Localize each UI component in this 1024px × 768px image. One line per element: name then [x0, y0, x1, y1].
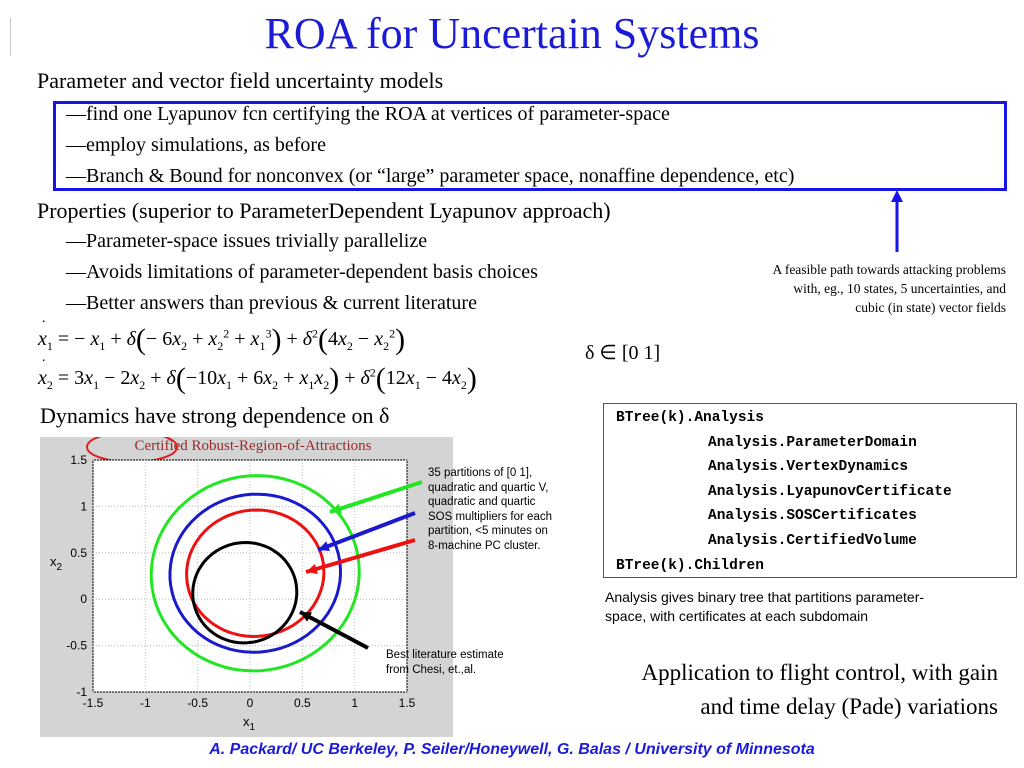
- y-axis-label: $x_2$: [50, 554, 63, 573]
- btree-line: Analysis.VertexDynamics: [708, 459, 909, 475]
- x-tick-label: -0.5: [187, 696, 209, 710]
- x-tick-label: -1.5: [82, 696, 104, 710]
- section2-bullet-3: —Better answers than previous & current literature: [66, 292, 477, 314]
- btree-line: Analysis.LyapunovCertificate: [708, 484, 952, 500]
- x-tick-label: -1: [139, 696, 151, 710]
- btree-line: BTree(k).Analysis: [616, 410, 764, 426]
- btree-line: Analysis.SOSCertificates: [708, 508, 917, 524]
- partition-annotation: 35 partitions of [0 1], quadratic and quartic V, quadratic and quartic SOS multipliers for each partition, <5 minutes on 8-machine PC cluster.: [428, 467, 552, 552]
- y-tick-label: 1.5: [70, 453, 87, 467]
- btree-line: Analysis.CertifiedVolume: [708, 533, 917, 549]
- btree-caption: Analysis gives binary tree that partitions parameter- space, with certificates at each subdomain: [605, 589, 925, 624]
- green-arrow: [330, 482, 422, 512]
- section2-bullet-2: —Avoids limitations of parameter-dependent basis choices: [66, 261, 538, 283]
- y-tick-label: 0: [80, 592, 87, 607]
- red-arrow: [306, 540, 415, 572]
- annotation-arrows: [290, 470, 440, 660]
- up-arrow-icon: [885, 190, 909, 254]
- btree-line: Analysis.ParameterDomain: [708, 435, 917, 451]
- y-tick-label: 0.5: [70, 545, 87, 560]
- x-tick-label: 1: [351, 696, 359, 710]
- section1-heading: Parameter and vector field uncertainty models: [37, 68, 444, 93]
- equation-x1: ˙ $x_1$ = − $x_1 + \delta(- 6x_2 + x_2^2 + x_1^3) + \delta^2(4x_2 - x_2^2)$: [38, 323, 405, 357]
- section1-bullet-1: —find one Lyapunov fcn certifying the ROA at vertices of parameter-space: [66, 103, 670, 125]
- slide-title: ROA for Uncertain Systems: [264, 9, 760, 58]
- footer-credits: A. Packard/ UC Berkeley, P. Seiler/Honeywell, G. Balas / University of Minnesota: [209, 741, 815, 758]
- black-arrow: [300, 612, 368, 648]
- literature-annotation: Best literature estimate from Chesi, et.,al.: [386, 649, 504, 676]
- green-arrow-head: [330, 504, 342, 514]
- dynamics-caption: Dynamics have strong dependence on δ: [40, 403, 390, 428]
- y-tick-label: -1: [76, 685, 87, 699]
- equation-x2: ˙ $x_2 = 3x_1 - 2x_2 + \delta(-10x_1 + 6x_2 + x_1x_2) + \delta^2(12x_1 - 4x_2)$: [38, 362, 477, 396]
- y-tick-label: -0.5: [66, 638, 87, 653]
- section1-bullet-2: —employ simulations, as before: [66, 134, 326, 156]
- feasible-note-line: with, eg., 10 states, 5 uncertainties, and: [793, 281, 1006, 296]
- feasible-note-line: A feasible path towards attacking problems: [772, 262, 1006, 277]
- delta-range: δ ∈ [0 1]: [585, 342, 661, 364]
- btree-line: BTree(k).Children: [616, 558, 764, 574]
- feasible-path-note: [772, 260, 1006, 317]
- x-tick-label: 0: [246, 696, 254, 710]
- plot-title: Certified Robust-Region-of-Attractions: [134, 438, 372, 454]
- x-tick-label: 1.5: [398, 696, 416, 710]
- x-axis-label: $x_1$: [243, 714, 256, 733]
- section1-bullet-3: —Branch & Bound for nonconvex (or “large” parameter space, nonaffine dependence, etc): [66, 165, 795, 187]
- feasible-note-line: cubic (in state) vector fields: [855, 300, 1006, 315]
- section2-bullet-1: —Parameter-space issues trivially parallelize: [66, 230, 428, 252]
- x-tick-label: 0.5: [293, 696, 311, 710]
- application-note: Application to flight control, with gain and time delay (Pade) variations: [641, 660, 998, 719]
- y-tick-label: 1: [80, 499, 87, 514]
- section2-heading: Properties (superior to ParameterDependent Lyapunov approach): [37, 198, 611, 223]
